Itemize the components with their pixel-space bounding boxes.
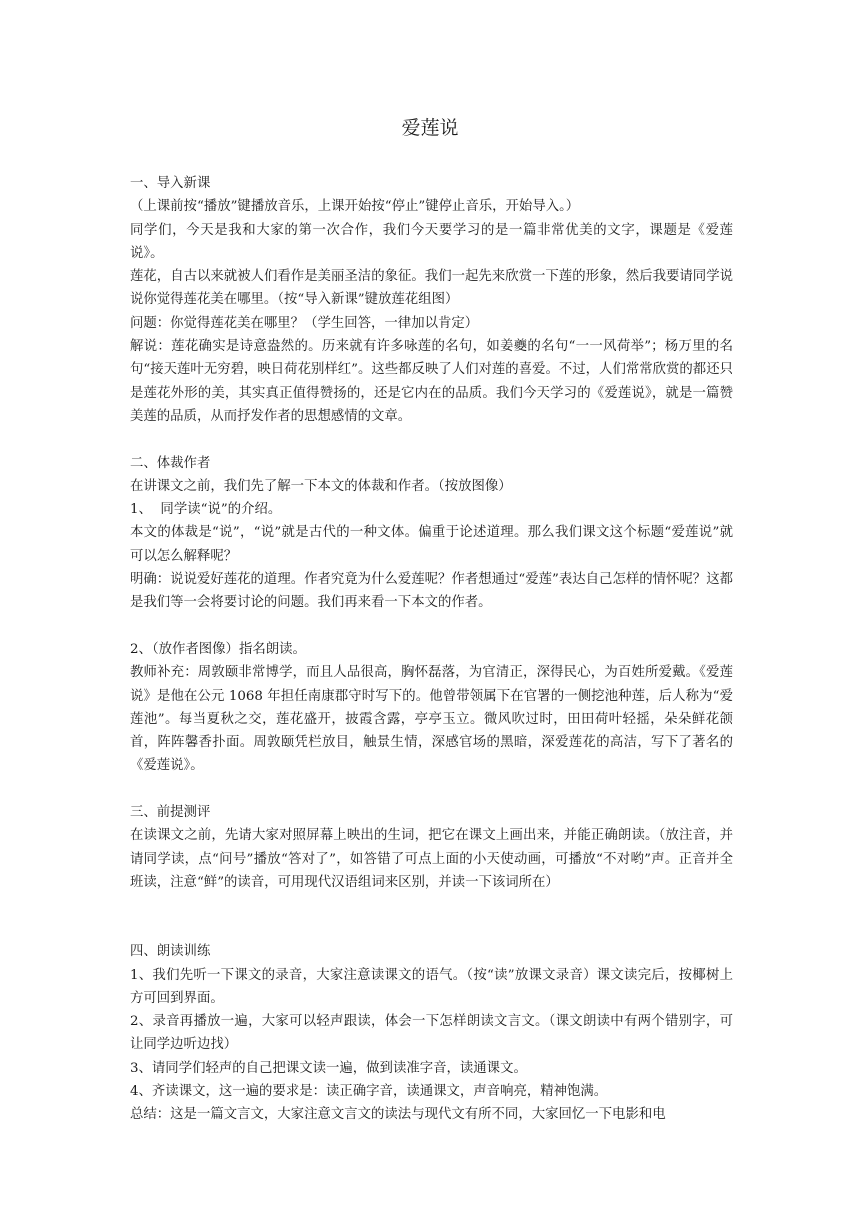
paragraph: 4、齐读课文，这一遍的要求是：读正确字音，读通课文，声音响亮，精神饱满。 <box>130 1083 608 1099</box>
section-heading-intro: 一、导入新课 <box>130 176 211 191</box>
section-heading-reading: 四、朗读训练 <box>130 944 211 960</box>
paragraph: 1、 同学读“说”的介绍。 <box>130 502 282 518</box>
section-heading-genre: 二、体裁作者 <box>130 455 211 471</box>
paragraph: 同学们，今天是我和大家的第一次合作，我们今天要学习的是一篇非常优美的文字，课题是《爱莲说》。 <box>130 222 733 261</box>
paragraph: 明确：说说爱好莲花的道理。作者究竟为什么爱莲呢？作者想通过“爱莲”表达自己怎样的情怀呢？这都是我们等一会将要讨论的问题。我们再来看一下本文的作者。 <box>130 572 733 611</box>
spacer <box>130 778 733 801</box>
spacer <box>130 428 733 451</box>
document-body <box>130 172 733 1127</box>
paragraph: 2、（放作者图像）指名朗读。 <box>130 641 306 657</box>
paragraph: 总结：这是一篇文言文，大家注意文言文的读法与现代文有所不同，大家回忆一下电影和电 <box>130 1107 666 1123</box>
paragraph: 问题：你觉得莲花美在哪里？（学生回答，一律加以肯定） <box>130 315 479 331</box>
paragraph: 1、我们先听一下课文的录音，大家注意读课文的语气。（按“读”放课文录音）课文读完后，按椰树上方可回到界面。 <box>130 967 733 1006</box>
paragraph: （上课前按“播放”键播放音乐，上课开始按“停止”键停止音乐，开始导入。） <box>130 199 580 215</box>
paragraph: 莲花，自古以来就被人们看作是美丽圣洁的象征。我们一起先来欣赏一下莲的形象，然后我要请同学说说你觉得莲花美在哪里。（按“导入新课”键放莲花组图） <box>130 269 733 308</box>
paragraph: 教师补充：周敦颐非常博学，而且人品很高，胸怀磊落，为官清正，深得民心，为百姓所爱戴。《爱莲说》是他在公元 1068 年担任南康郡守时写下的。他曾带领属下在官署的一侧挖池种莲，后人称为“爱莲池”。每当夏秋之交，莲花盛开，披霞含露，亭亭玉立。微风吹过时，田田荷叶轻摇，朵朵鲜花颌首，阵阵馨香扑面。周敦颐凭栏放目，触景生情，深感官场的黑暗，深爱莲花的高洁，写下了著名的《爱莲说》。 <box>130 665 733 774</box>
paragraph: 本文的体裁是“说”，“说”就是古代的一种文体。偏重于论述道理。那么我们课文这个标题“爱莲说”就可以怎么解释呢？ <box>130 525 733 564</box>
document-title: 爱莲说 <box>401 117 459 139</box>
paragraph: 解说：莲花确实是诗意盎然的。历来就有许多咏莲的名句，如姜夔的名句“一一风荷举”；杨万里的名句“接天莲叶无穷碧，映日荷花别样红”。这些都反映了人们对莲的喜爱。不过，人们常常欣赏的都还只是莲花外形的美，其实真正值得赞扬的，还是它内在的品质。我们今天学习的《爱莲说》，就是一篇赞美莲的品质，从而抒发作者的思想感情的文章。 <box>130 339 733 424</box>
section-heading-pretest: 三、前提测评 <box>130 805 211 821</box>
paragraph: 在讲课文之前，我们先了解一下本文的体裁和作者。（按放图像） <box>130 478 512 494</box>
paragraph: 2、录音再播放一遍，大家可以轻声跟读，体会一下怎样朗读文言文。（课文朗读中有两个错别字，可让同学边听边找） <box>130 1014 733 1053</box>
paragraph: 3、请同学们轻声的自己把课文读一遍，做到读准字音，读通课文。 <box>130 1060 527 1076</box>
paragraph: 在读课文之前，先请大家对照屏幕上映出的生词，把它在课文上画出来，并能正确朗读。（放注音，并请同学读，点“问号”播放“答对了”，如答错了可点上面的小天使动画，可播放“不对哟”声。正音并全班读，注意“鲜”的读音，可用现代汉语组词来区别，并读一下该词所在） <box>130 828 733 890</box>
spacer <box>130 894 733 940</box>
spacer <box>130 615 733 638</box>
